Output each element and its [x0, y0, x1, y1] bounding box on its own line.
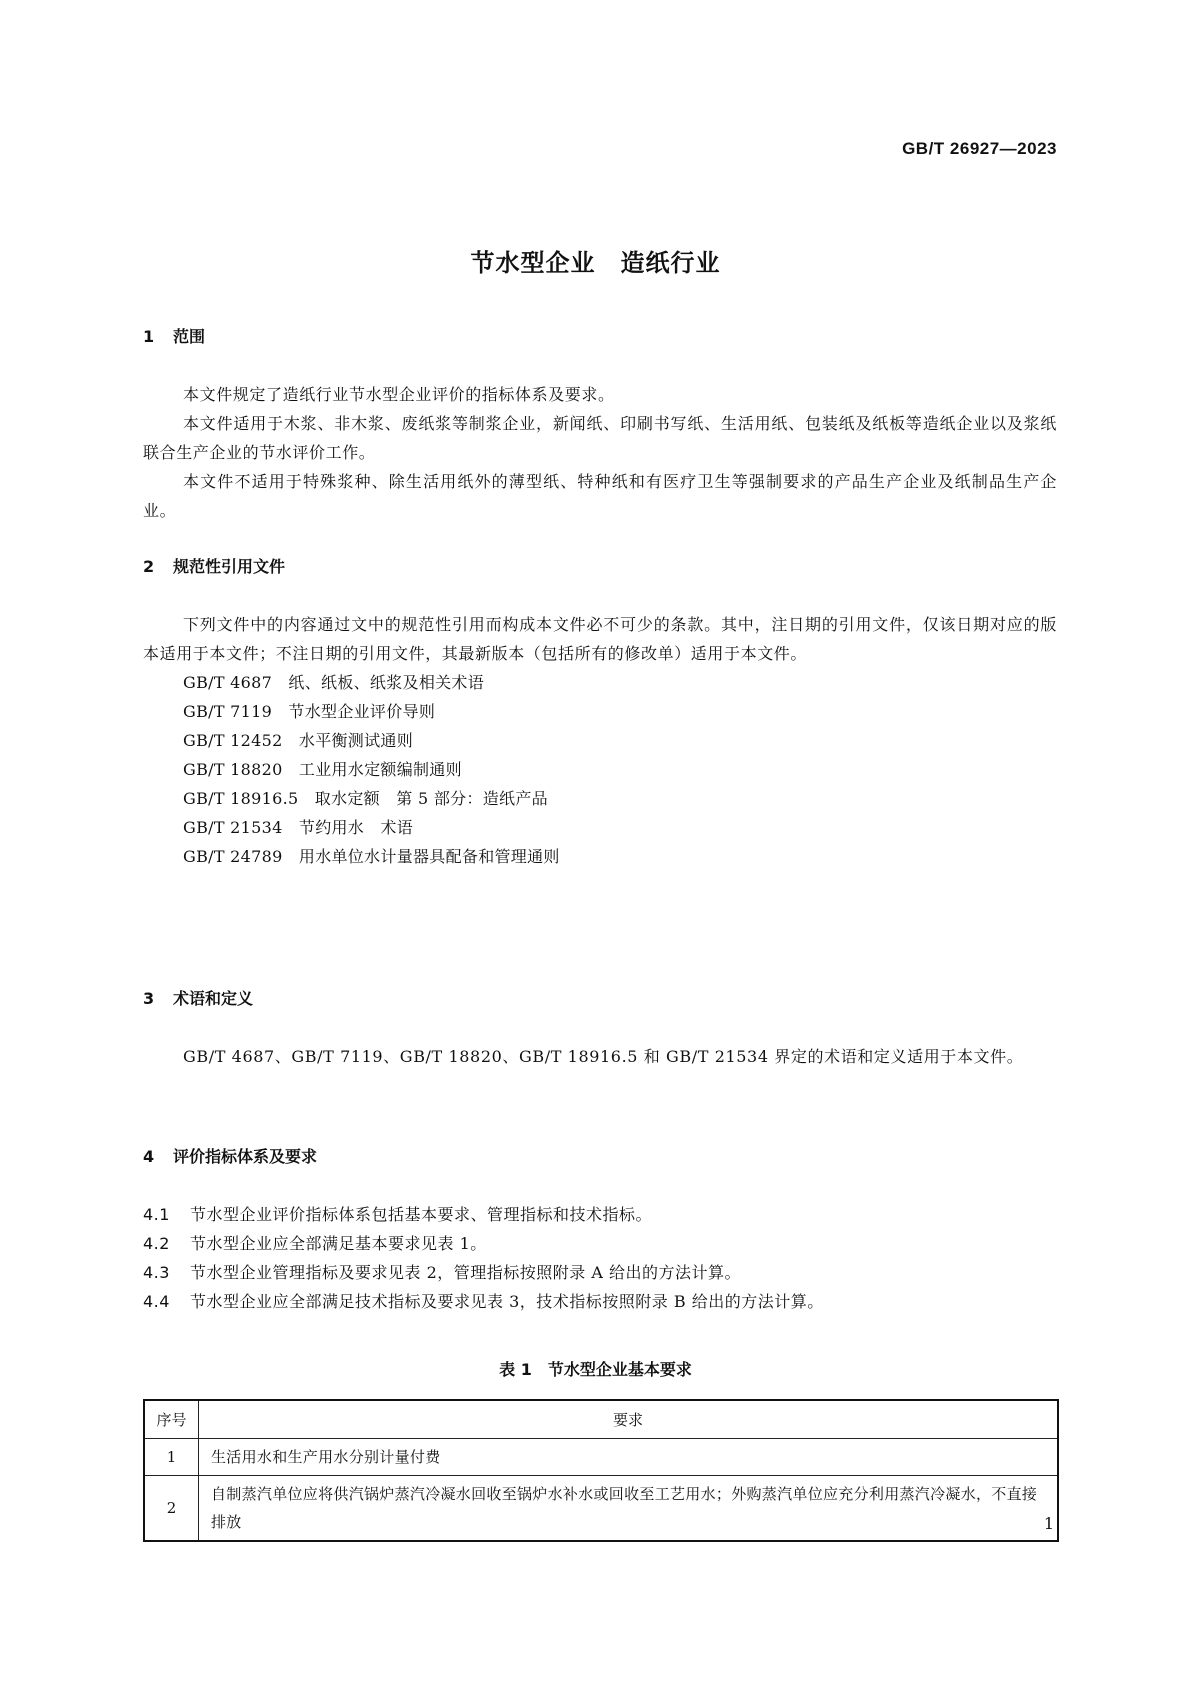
- reference-code: GB/T 12452: [183, 731, 283, 750]
- section-3-body: [143, 1042, 1057, 1071]
- standard-code: GB/T 26927—2023: [902, 139, 1057, 158]
- section-number: 1: [143, 327, 155, 346]
- reference-item: [143, 755, 1057, 784]
- table-caption: 表 1 节水型企业基本要求: [499, 1360, 692, 1379]
- clause: [143, 1258, 1057, 1287]
- row-number: 2: [144, 1476, 199, 1542]
- section-title: 评价指标体系及要求: [173, 1147, 318, 1166]
- header-cell-requirement: 要求: [199, 1400, 1059, 1439]
- paragraph: 本文件不适用于特殊浆种、除生活用纸外的薄型纸、特种纸和有医疗卫生等强制要求的产品生产企业及纸制品生产企业。: [143, 472, 1057, 520]
- section-4-heading: [143, 1143, 1057, 1171]
- table-row: [144, 1439, 1058, 1476]
- reference-item: [143, 842, 1057, 871]
- reference-title: 纸、纸板、纸浆及相关术语: [288, 673, 485, 692]
- clause-number: 4.3: [143, 1263, 170, 1282]
- section-3-heading: [143, 985, 1057, 1013]
- clause-number: 4.1: [143, 1205, 170, 1224]
- reference-code: GB/T 24789: [183, 847, 283, 866]
- section-1-body: [143, 380, 1057, 525]
- clause-text: 节水型企业评价指标体系包括基本要求、管理指标和技术指标。: [190, 1205, 653, 1224]
- paragraph: 本文件适用于木浆、非木浆、废纸浆等制浆企业，新闻纸、印刷书写纸、生活用纸、包装纸及纸板等造纸企业以及浆纸联合生产企业的节水评价工作。: [143, 414, 1057, 462]
- section-number: 3: [143, 989, 155, 1008]
- reference-code: GB/T 21534: [183, 818, 283, 837]
- reference-code: GB/T 4687: [183, 673, 273, 692]
- header-cell-no: 序号: [144, 1400, 199, 1439]
- requirements-table: [143, 1399, 1059, 1542]
- reference-code: GB/T 7119: [183, 702, 273, 721]
- reference-title: 节水型企业评价导则: [288, 702, 436, 721]
- reference-title: 工业用水定额编制通则: [298, 760, 462, 779]
- section-2-heading: [143, 553, 1057, 581]
- reference-title: 节约用水 术语: [298, 818, 414, 837]
- clause-text: 节水型企业应全部满足技术指标及要求见表 3，技术指标按照附录 B 给出的方法计算。: [190, 1292, 824, 1311]
- section-2: [143, 553, 1057, 581]
- clause: [143, 1229, 1057, 1258]
- clause-number: 4.2: [143, 1234, 170, 1253]
- reference-title: 水平衡测试通则: [298, 731, 414, 750]
- table-header-row: [144, 1400, 1058, 1439]
- section-number: 2: [143, 557, 155, 576]
- section-number: 4: [143, 1147, 155, 1166]
- section-3: [143, 985, 1057, 1013]
- clause-number: 4.4: [143, 1292, 170, 1311]
- section-4-body: [143, 1200, 1057, 1316]
- paragraph: 本文件规定了造纸行业节水型企业评价的指标体系及要求。: [183, 385, 615, 404]
- reference-code: GB/T 18916.5: [183, 789, 299, 808]
- clause: [143, 1287, 1057, 1316]
- paragraph: GB/T 4687、GB/T 7119、GB/T 18820、GB/T 18916.5 和 GB/T 21534 界定的术语和定义适用于本文件。: [183, 1047, 1024, 1066]
- document-title: 节水型企业 造纸行业: [470, 249, 721, 277]
- section-title: 范围: [173, 327, 206, 346]
- row-requirement: 自制蒸汽单位应将供汽锅炉蒸汽冷凝水回收至锅炉水补水或回收至工艺用水；外购蒸汽单位应充分利用蒸汽冷凝水，不直接排放: [199, 1476, 1059, 1542]
- clause: [143, 1200, 1057, 1229]
- reference-code: GB/T 18820: [183, 760, 283, 779]
- paragraph: 下列文件中的内容通过文中的规范性引用而构成本文件必不可少的条款。其中，注日期的引用文件，仅该日期对应的版本适用于本文件；不注日期的引用文件，其最新版本（包括所有的修改单）适用于本文件。: [143, 615, 1057, 663]
- row-requirement: 生活用水和生产用水分别计量付费: [199, 1439, 1059, 1476]
- section-1-heading: [143, 323, 1057, 351]
- table-row: [144, 1476, 1058, 1542]
- row-number: 1: [144, 1439, 199, 1476]
- reference-item: [143, 697, 1057, 726]
- section-1: [143, 323, 1057, 351]
- section-4: [143, 1143, 1057, 1171]
- reference-item: [143, 813, 1057, 842]
- reference-item: [143, 726, 1057, 755]
- page-number: 1: [1043, 1514, 1054, 1533]
- reference-title: 取水定额 第 5 部分：造纸产品: [314, 789, 548, 808]
- reference-title: 用水单位水计量器具配备和管理通则: [298, 847, 560, 866]
- reference-item: [143, 784, 1057, 813]
- section-2-body: [143, 610, 1057, 871]
- section-title: 术语和定义: [173, 989, 254, 1008]
- clause-text: 节水型企业管理指标及要求见表 2，管理指标按照附录 A 给出的方法计算。: [190, 1263, 741, 1282]
- reference-item: [143, 668, 1057, 697]
- clause-text: 节水型企业应全部满足基本要求见表 1。: [190, 1234, 487, 1253]
- section-title: 规范性引用文件: [173, 557, 286, 576]
